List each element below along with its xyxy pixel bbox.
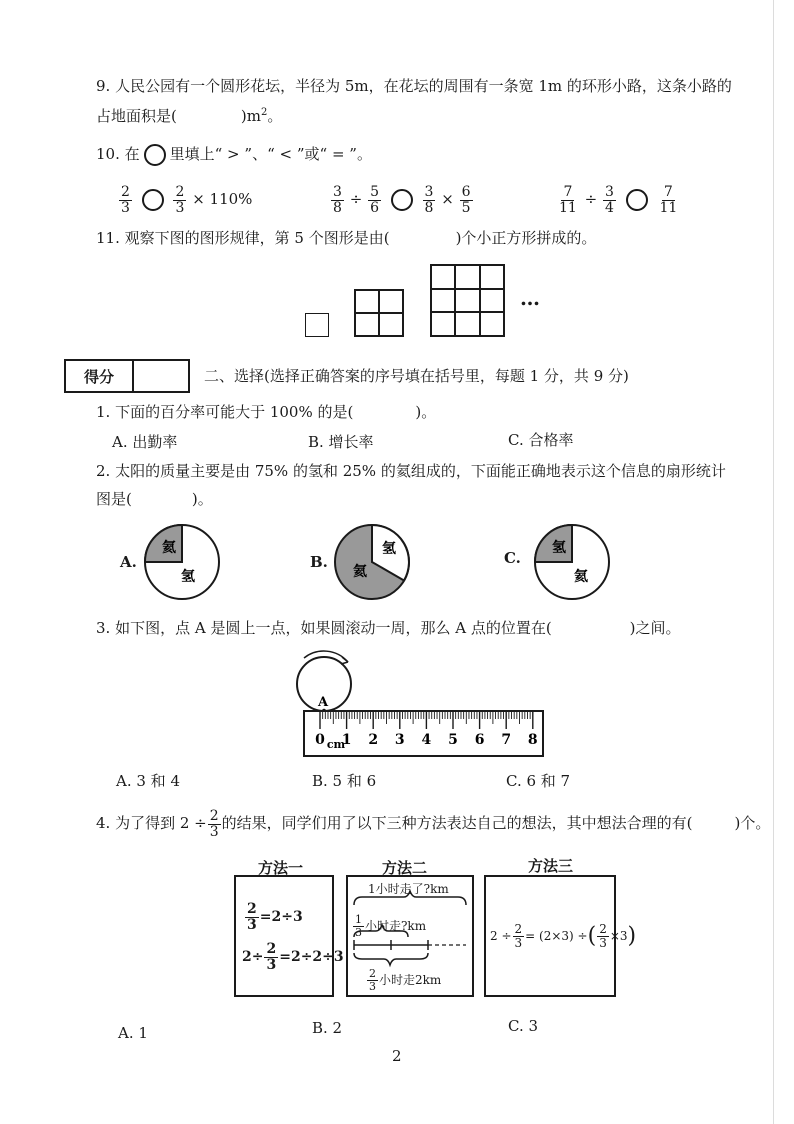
- q10-expr2: $\frac{3}{8}$ ÷ $\frac{5}{6}$ $\frac{3}{8}$ × $\frac{6}{5}$: [333, 183, 471, 216]
- c1-option-c[interactable]: C. 合格率: [508, 431, 574, 449]
- c3-option-b[interactable]: B. 5 和 6: [312, 772, 377, 790]
- pie-b-helium-label: 氦: [353, 564, 367, 580]
- c4-text: 4. 为了得到 2 ÷ $\frac{2}{3}$ 的结果，同学们用了以下三种方法表达自己的想法，其中想法合理的有( )个。: [96, 807, 771, 840]
- c4-option-a[interactable]: A. 1: [118, 1024, 148, 1042]
- pattern-ellipsis: …: [520, 286, 540, 310]
- q10-prompt: 10. 在 里填上“ > ”、“ < ”或“ = ”。: [96, 144, 372, 166]
- pie-chart-b: [332, 522, 412, 602]
- q10-expr3: $\frac{7}{11}$ ÷ $\frac{3}{4}$ $\frac{7}{11}$: [559, 183, 678, 216]
- method1-title: 方法一: [258, 859, 304, 877]
- score-input[interactable]: [134, 361, 188, 391]
- q9-line1: 9. 人民公园有一个圆形花坛，半径为 5m，在花坛的周围有一条宽 1m 的环形小路，这条小路的: [96, 77, 732, 95]
- c2-line1: 2. 太阳的质量主要是由 75% 的氢和 25% 的氦组成的，下面能正确地表示这个信息的扇形统计: [96, 462, 726, 480]
- pie-c-hydrogen-label: 氢: [552, 540, 566, 556]
- c2-label-a[interactable]: A.: [120, 553, 137, 571]
- answer-circle-2[interactable]: [391, 189, 413, 211]
- q9-line2: 占地面积是( )$m^2$。: [96, 107, 283, 125]
- method3-title: 方法三: [528, 857, 574, 875]
- answer-circle-3[interactable]: [626, 189, 648, 211]
- point-a-label: A: [318, 695, 329, 710]
- ruler-number-label: 6: [474, 732, 485, 748]
- page-edge-line: [773, 0, 774, 1124]
- ruler-circle-figure: [290, 648, 550, 760]
- pie-c-helium-label: 氦: [574, 569, 588, 585]
- pie-a-hydrogen-label: 氢: [181, 569, 195, 585]
- ruler-zero-label: 0: [315, 732, 325, 748]
- c3-option-a[interactable]: A. 3 和 4: [116, 772, 180, 790]
- ruler-number-label: 8: [527, 732, 538, 748]
- score-box: [64, 359, 190, 393]
- ruler-number-label: 4: [421, 732, 432, 748]
- method2-title: 方法二: [382, 859, 428, 877]
- section2-title: 二、选择(选择正确答案的序号填在括号里，每题 1 分，共 9 分): [204, 367, 629, 385]
- method2-top-brace: [354, 891, 466, 905]
- method1-eq2: 2÷ $\frac{2}{3}$ =2÷2÷3: [242, 940, 344, 973]
- method2-bottom-brace: [354, 953, 428, 965]
- c3-text: 3. 如下图，点 A 是圆上一点，如果圆滚动一周，那么 A 点的位置在( )之间。: [96, 619, 681, 637]
- method1-eq1: $\frac{2}{3}$ =2÷3: [247, 900, 303, 933]
- q10-expr1: $\frac{2}{3}$ $\frac{2}{3}$ × 110%: [121, 183, 253, 216]
- method2-top-label: 1小时走了?km: [368, 882, 449, 896]
- compare-circle: [144, 144, 166, 166]
- ruler-number-label: 5: [448, 732, 458, 748]
- method1-box: [234, 875, 344, 997]
- pie-chart-a: [142, 522, 222, 602]
- ruler-number-label: 3: [394, 732, 405, 748]
- method2-mid-label: $\frac{1}{3}$ 小时走?km: [355, 913, 427, 939]
- pattern-figure-2: [354, 289, 404, 337]
- c4-option-c[interactable]: C. 3: [508, 1017, 539, 1035]
- c2-line2: 图是( )。: [96, 490, 213, 508]
- pattern-figure-3: [430, 264, 505, 337]
- c1-option-b[interactable]: B. 增长率: [308, 433, 374, 451]
- method2-box: [346, 875, 474, 997]
- ruler-unit-label: cm: [326, 738, 346, 751]
- c2-label-b[interactable]: B.: [310, 553, 328, 571]
- pie-chart-c: [532, 522, 612, 602]
- ruler-number-label: 2: [368, 732, 379, 748]
- page-number: 2: [392, 1047, 402, 1065]
- q11-text: 11. 观察下图的图形规律，第 5 个图形是由( )个小正方形拼成的。: [96, 229, 597, 247]
- pattern-figure-1: [305, 313, 329, 337]
- c1-option-a[interactable]: A. 出勤率: [112, 433, 178, 451]
- answer-circle-1[interactable]: [142, 189, 164, 211]
- c2-label-c[interactable]: C.: [504, 549, 521, 567]
- pie-b-hydrogen-label: 氢: [382, 541, 396, 557]
- ruler-number-label: 7: [501, 732, 512, 748]
- score-label: 得分: [66, 361, 134, 391]
- c4-option-b[interactable]: B. 2: [312, 1019, 343, 1037]
- c1-text: 1. 下面的百分率可能大于 100% 的是( )。: [96, 403, 437, 421]
- c3-option-c[interactable]: C. 6 和 7: [506, 772, 571, 790]
- method2-bottom-label: $\frac{2}{3}$ 小时走2km: [369, 967, 442, 993]
- method3-box: [484, 875, 637, 997]
- ruler-number-label: 1: [341, 732, 352, 748]
- method3-equation: 2 ÷ $\frac{2}{3}$ = (2×3) ÷( $\frac{2}{3}$ ×3): [490, 922, 637, 950]
- pie-a-helium-label: 氦: [162, 540, 176, 556]
